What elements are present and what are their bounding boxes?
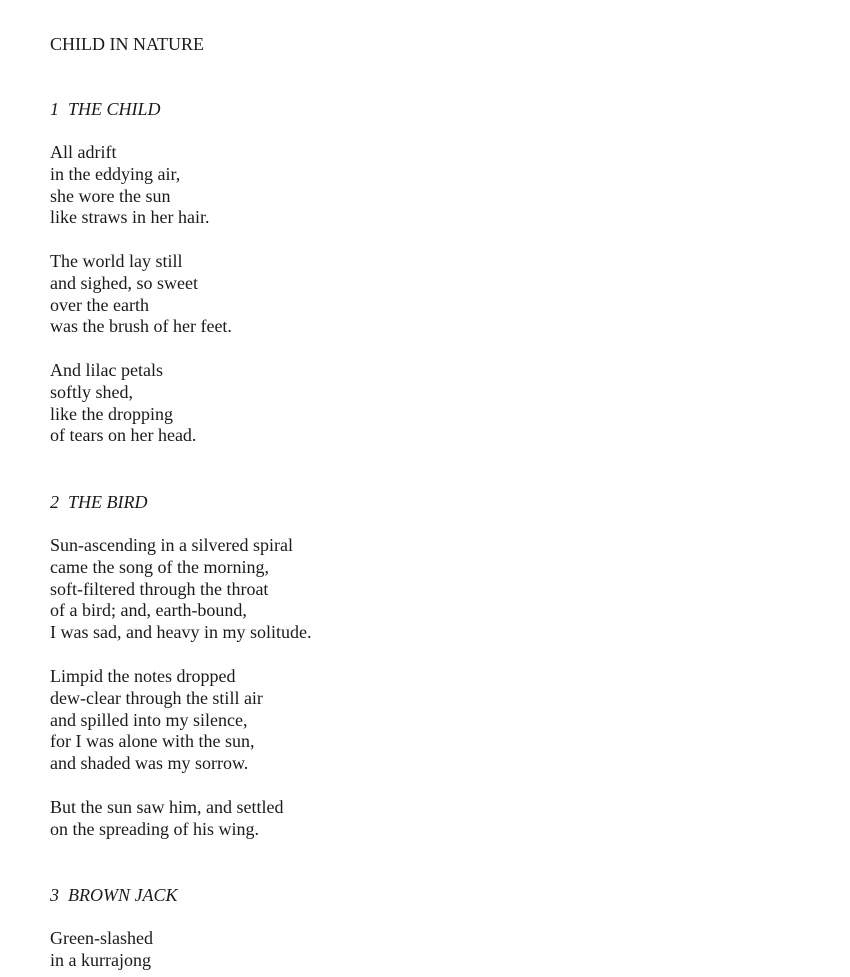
poem-line: softly shed, bbox=[50, 381, 133, 402]
poem-line: over the earth bbox=[50, 294, 149, 315]
poem-line: and sighed, so sweet bbox=[50, 272, 198, 293]
poem-line: on the spreading of his wing. bbox=[50, 818, 259, 839]
document-title: CHILD IN NATURE bbox=[50, 34, 204, 54]
poem-line: of a bird; and, earth-bound, bbox=[50, 600, 247, 621]
poem-line: dew-clear through the still air bbox=[50, 687, 263, 708]
poem-line: Sun-ascending in a silvered spiral bbox=[50, 535, 293, 555]
poem-line: All adrift bbox=[50, 142, 117, 162]
section-heading-the-bird: 2 THE BIRD bbox=[50, 492, 148, 512]
stanza bbox=[50, 797, 283, 841]
poem-line: came the song of the morning, bbox=[50, 556, 269, 577]
section-heading-brown-jack: 3 BROWN JACK bbox=[50, 885, 178, 905]
stanza bbox=[50, 142, 209, 229]
poem-line: in the eddying air, bbox=[50, 163, 181, 184]
poem-line: soft-filtered through the throat bbox=[50, 578, 269, 599]
poem-line: Limpid the notes dropped bbox=[50, 666, 236, 686]
poem-line: Green-slashed bbox=[50, 928, 153, 948]
poem-line: I was sad, and heavy in my solitude. bbox=[50, 622, 312, 643]
stanza bbox=[50, 360, 196, 447]
poem-line: and spilled into my silence, bbox=[50, 709, 248, 730]
poem-line: The world lay still bbox=[50, 251, 183, 271]
poem-line: And lilac petals bbox=[50, 360, 163, 380]
poem-line: like the dropping bbox=[50, 403, 173, 424]
poem-line: was the brush of her feet. bbox=[50, 316, 232, 337]
poem-line: in a kurrajong bbox=[50, 949, 151, 970]
poem-line: But the sun saw him, and settled bbox=[50, 797, 284, 817]
poem-line: like straws in her hair. bbox=[50, 207, 210, 228]
section-heading-the-child: 1 THE CHILD bbox=[50, 99, 161, 119]
poem-line: she wore the sun bbox=[50, 185, 171, 206]
poem-line: of tears on her head. bbox=[50, 425, 197, 446]
poem-line: and shaded was my sorrow. bbox=[50, 753, 249, 774]
stanza bbox=[50, 535, 311, 644]
stanza bbox=[50, 666, 263, 775]
stanza bbox=[50, 251, 232, 338]
stanza bbox=[50, 928, 153, 972]
poem-line: for I was alone with the sun, bbox=[50, 731, 255, 752]
